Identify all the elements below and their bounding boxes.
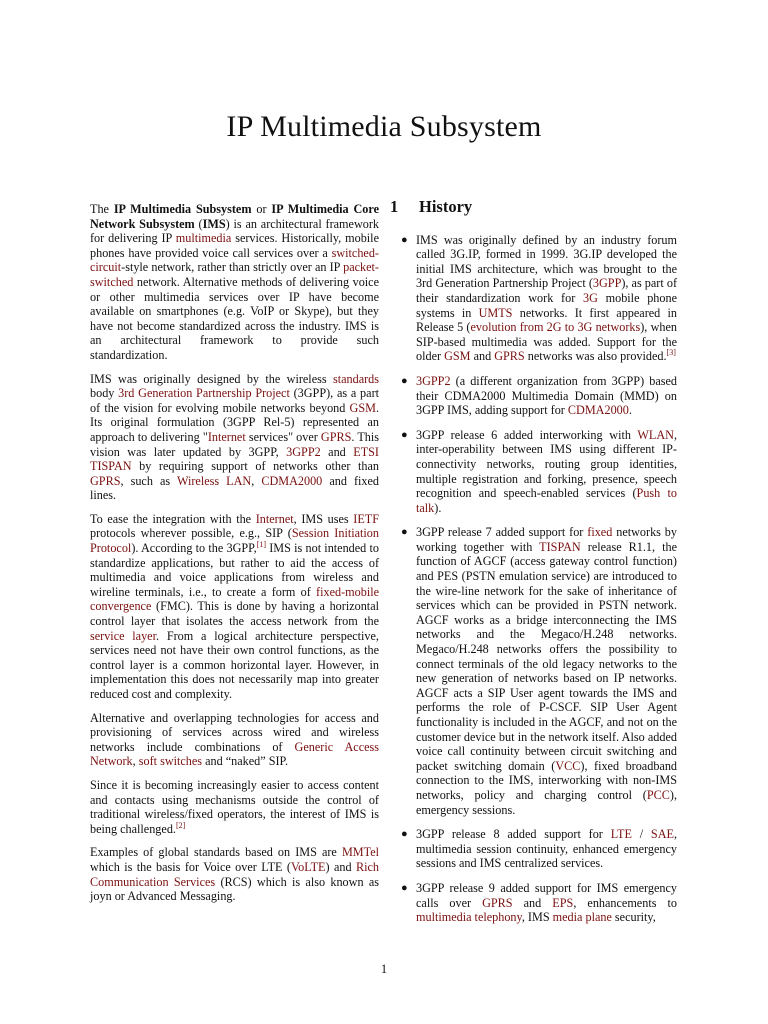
intro-paragraph-3: To ease the integration with the Internet, IMS uses IETF protocols wherever possible, e.g., SIP (Session Initiation Protocol). According to the 3GPP,[1] IMS is not intended to standardize applications, but rather to aid the access of multimedia and voice applications from wireless and wireline terminals, i.e., to create a form of fixed-mobile convergence (FMC). This is done by having a horizontal control layer that isolates the access network from the service layer. From a logical architecture perspective, services need not have their own control functions, as the control layer is a common horizontal layer. However, in implementation this does not necessarily map into greater reduced cost and complexity. — [90, 511, 379, 701]
wiki-link[interactable]: UMTS — [478, 305, 513, 320]
section-number: 1 — [390, 197, 399, 216]
wiki-link[interactable]: WLAN — [637, 427, 674, 442]
wiki-link[interactable]: SAE — [650, 827, 674, 842]
section-title: History — [419, 197, 473, 216]
history-item — [390, 827, 677, 871]
intro-paragraph-6: Examples of global standards based on IMS are MMTel which is the basis for Voice over LTE (VoLTE) and Rich Communication Services (RCS) which is also known as joyn or Advanced Messaging. — [90, 845, 380, 904]
wiki-link[interactable]: EPS — [552, 895, 574, 910]
history-item — [390, 374, 677, 418]
history-item-text: IMS was originally defined by an industry forum called 3G.IP, formed in 1999. 3G.IP developed the initial IMS architecture, which was brought to the 3rd Generation Partnership Project (3GPP), as part of their standardization work for 3G mobile phone systems in UMTS networks. It first appeared in Release 5 (evolution from 2G to 3G networks), when SIP-based multimedia was added. Support for the older GSM and GPRS networks was also provided.[3] — [416, 232, 678, 364]
wiki-link[interactable]: Internet — [207, 429, 246, 444]
intro-paragraph-2: IMS was originally designed by the wireless standards body 3rd Generation Partnership Project (3GPP), as a part of the vision for evolving mobile networks beyond GSM. Its original formulation (3GPP Rel-5) represented an approach to delivering "Internet services" over GPRS. This vision was later updated by 3GPP, 3GPP2 and ETSI TISPAN by requiring support of networks other than GPRS, such as Wireless LAN, CDMA2000 and fixed lines. — [90, 371, 380, 503]
wiki-link[interactable]: VCC — [555, 758, 581, 773]
wiki-link[interactable]: fixed-mobile convergence — [90, 584, 379, 614]
reference-link[interactable]: [2] — [175, 820, 186, 830]
wiki-link[interactable]: soft switches — [138, 754, 203, 769]
wiki-link[interactable]: Generic Access Network — [90, 739, 379, 769]
wiki-link[interactable]: standards — [332, 371, 379, 386]
wiki-link[interactable]: multimedia telephony — [416, 910, 522, 925]
wiki-link[interactable]: packet-switched — [90, 260, 379, 289]
bullet-icon: ● — [401, 526, 408, 539]
reference-link[interactable]: [3] — [666, 348, 676, 358]
wiki-link[interactable]: ETSI TISPAN — [90, 444, 379, 474]
wiki-link[interactable]: CDMA2000 — [567, 403, 629, 418]
bullet-icon: ● — [401, 374, 408, 387]
wiki-link[interactable]: 3G — [582, 290, 598, 305]
intro-paragraph-5: Since it is becoming increasingly easier to access content and contacts using mechanisms outside the control of traditional wireless/fixed operators, the interest of IMS is being challenged.[2] — [90, 777, 379, 836]
wiki-link[interactable]: 3GPP2 — [416, 373, 451, 388]
wiki-link[interactable]: IETF — [353, 511, 379, 526]
wiki-link[interactable]: VoLTE — [290, 859, 326, 874]
wiki-link[interactable]: multimedia — [175, 231, 232, 246]
intro-paragraph-1: The IP Multimedia Subsystem or IP Multimedia Core Network Subsystem (IMS) is an architectural framework for delivering IP multimedia services. Historically, mobile phones have provided voice call services over a switched-circuit-style network, rather than strictly over an IP packet-switched network. Alternative methods of delivering voice or other multimedia services over IP have become available on smartphones (e.g. VoIP or Skype), but they have not become standardized across the industry. IMS is an architectural framework to provide such standardization. — [90, 202, 379, 362]
wiki-link[interactable]: GPRS — [482, 895, 513, 910]
intro-paragraph-4: Alternative and overlapping technologies for access and provisioning of services across wired and wireless networks include combinations of Generic Access Network, soft switches and “naked” SIP. — [90, 710, 379, 769]
wiki-link[interactable]: Internet — [255, 511, 294, 526]
history-item-text: 3GPP2 (a different organization from 3GPP) based their CDMA2000 Multimedia Domain (MMD) on 3GPP IMS, adding support for CDMA2000. — [416, 373, 677, 418]
history-item-text: 3GPP release 7 added support for fixed networks by working together with TISPAN release R1.1, the function of AGCF (access gateway control function) and PES (PSTN emulation service) are introduced to the wire-line network for the sake of inheritance of services which can be provided in PSTN network. AGCF works as a bridge interconnecting the IMS networks and the Megaco/H.248 networks. Megaco/H.248 networks offers the possibility to connect terminals of the old legacy networks to the new generation of networks based on IP networks. AGCF acts a SIP User agent towards the IMS and performs the role of P-CSCF. SIP User Agent functionality is included in the AGCF, and not on the customer device but in the network itself. Also added voice call continuity between circuit switching and packet switching domain (VCC), fixed broadband connection to the IMS, interworking with non-IMS networks, policy and charging control (PCC), emergency sessions. — [416, 525, 678, 817]
wiki-link[interactable]: GSM — [444, 349, 471, 364]
wiki-link[interactable]: GPRS — [320, 429, 352, 444]
history-item — [390, 525, 677, 817]
bold-term: IMS — [202, 216, 226, 231]
wiki-link[interactable]: LTE — [610, 827, 632, 842]
wiki-link[interactable]: switched-circuit — [90, 245, 379, 275]
wiki-link[interactable]: media plane — [552, 910, 612, 925]
wiki-link[interactable]: GPRS — [494, 349, 525, 364]
history-item-text: 3GPP release 6 added interworking with WLAN, inter-operability between IMS using different IP-connectivity networks, routing group identities, multiple registration and forking, presence, speech recognition and speech-enabled services (Push to talk). — [416, 427, 677, 515]
wiki-link[interactable]: Session Initiation Protocol — [90, 526, 379, 556]
wiki-link[interactable]: fixed — [587, 525, 613, 540]
history-item-text: 3GPP release 8 added support for LTE / SAE, multimedia session continuity, enhanced emergency sessions and IMS centralized services. — [416, 827, 677, 871]
wiki-link[interactable]: PCC — [646, 787, 670, 802]
bold-term: IP Multimedia Core Network Subsystem — [90, 202, 379, 231]
history-item — [390, 233, 677, 364]
history-list — [390, 233, 677, 925]
bullet-icon: ● — [401, 828, 408, 841]
wiki-link[interactable]: 3GPP — [592, 276, 622, 291]
wiki-link[interactable]: Rich Communication Services — [90, 859, 379, 889]
history-item-text: 3GPP release 9 added support for IMS emergency calls over GPRS and EPS, enhancements to multimedia telephony, IMS media plane security, — [416, 880, 677, 925]
wiki-link[interactable]: 3GPP2 — [286, 444, 321, 459]
wiki-link[interactable]: GSM — [349, 400, 376, 415]
wiki-link[interactable]: evolution from 2G to 3G networks — [470, 320, 641, 335]
bold-term: IP Multimedia Subsystem — [113, 202, 252, 216]
bullet-icon: ● — [401, 428, 408, 441]
page-title: IP Multimedia Subsystem — [226, 110, 542, 143]
bullet-icon: ● — [401, 881, 408, 894]
wiki-link[interactable]: CDMA2000 — [261, 473, 323, 488]
wiki-link[interactable]: MMTel — [341, 845, 379, 860]
wiki-link[interactable]: 3rd Generation Partnership Project — [118, 386, 290, 401]
section-heading-history — [390, 197, 677, 216]
history-item — [390, 881, 677, 925]
page-number: 1 — [380, 962, 388, 976]
wiki-link[interactable]: service layer — [90, 628, 156, 643]
history-item — [390, 428, 677, 516]
history-column — [390, 197, 678, 935]
wiki-link[interactable]: Wireless LAN — [176, 473, 252, 488]
wiki-link[interactable]: GPRS — [90, 473, 121, 488]
bullet-icon: ● — [401, 233, 408, 246]
wiki-link[interactable]: TISPAN — [539, 539, 581, 554]
wiki-link[interactable]: Push to talk — [416, 486, 677, 515]
reference-link[interactable]: [1] — [256, 540, 266, 550]
intro-column — [90, 202, 379, 913]
